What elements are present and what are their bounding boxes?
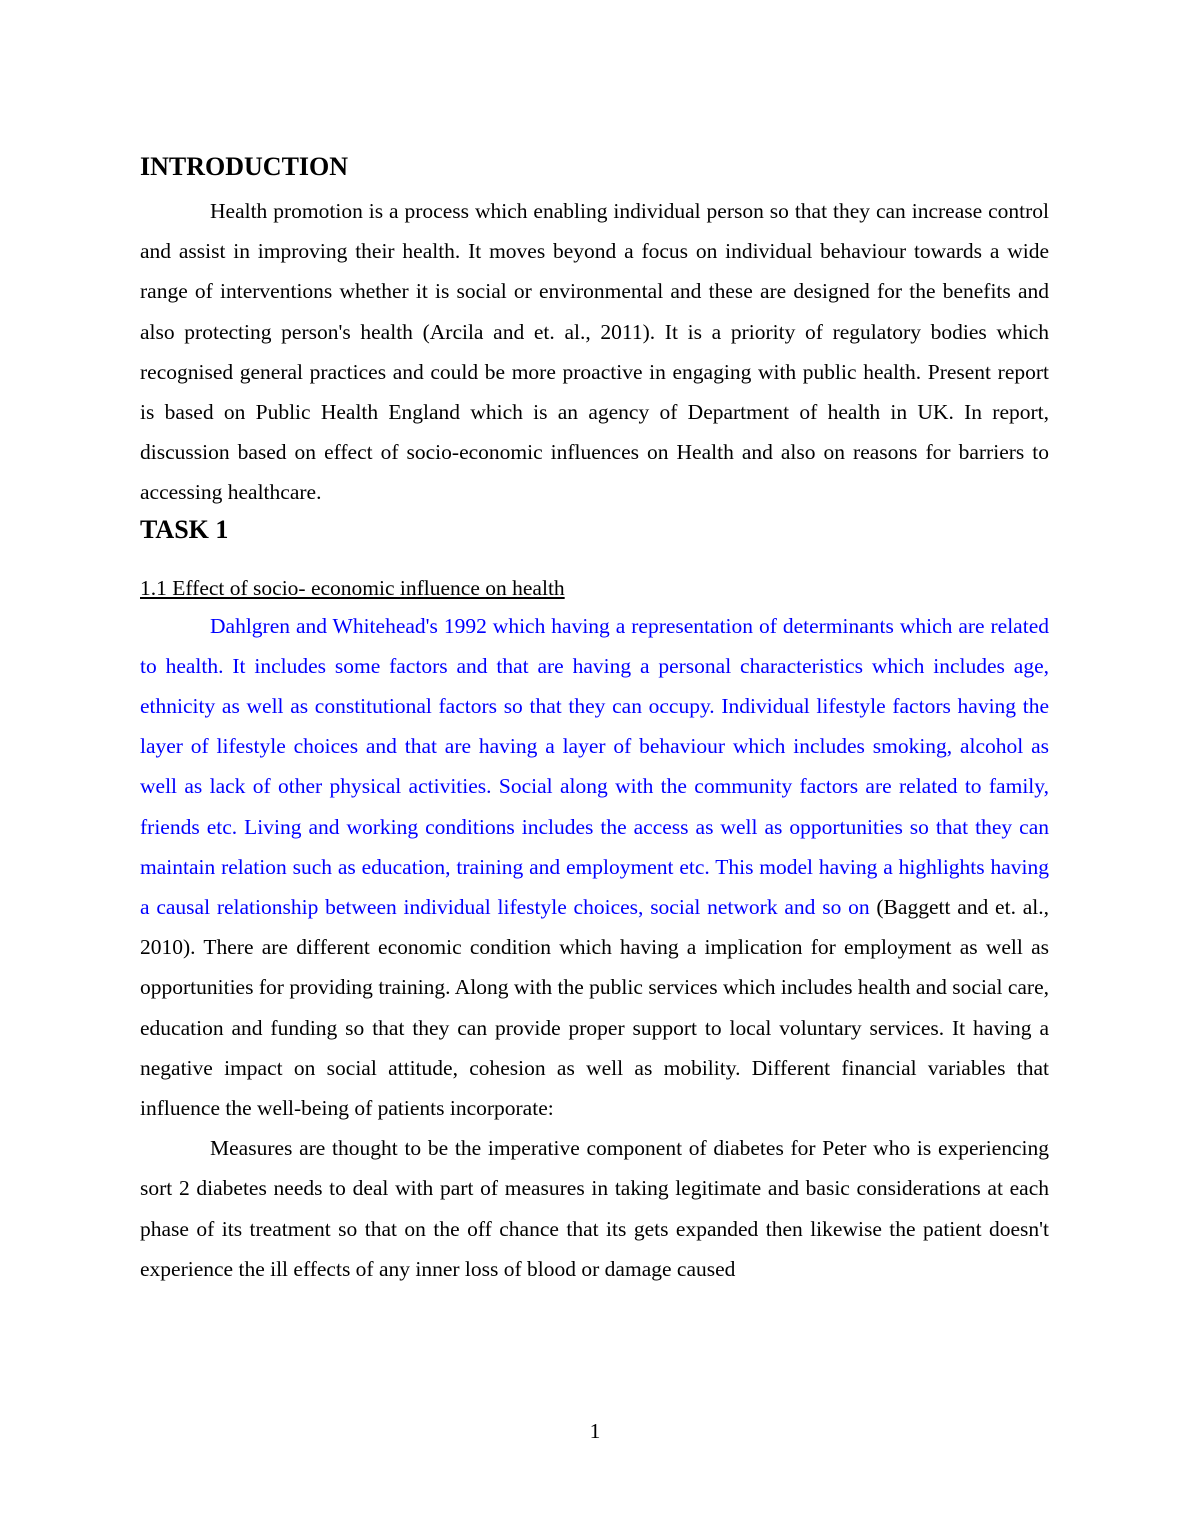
section-1-1-paragraph [140,606,1049,1129]
introduction-heading: INTRODUCTION [140,152,349,181]
section-1-1-heading: 1.1 Effect of socio- economic influence on health [140,575,565,600]
measures-paragraph: Measures are thought to be the imperative component of diabetes for Peter who is experiencing sort 2 diabetes needs to deal with part of measures in taking legitimate and basic considerations at each phase of its treatment so that on the off chance that its gets expanded then likewise the patient doesn't experience the ill effects of any inner loss of blood or damage caused [140,1136,1049,1281]
page-number: 1 [589,1419,601,1443]
page-content [140,150,1049,1289]
task-1-heading: TASK 1 [140,514,229,544]
introduction-paragraph: Health promotion is a process which enabling individual person so that they can increase control and assist in improving their health. It moves beyond a focus on individual behaviour towards a wide range of interventions whether it is social or environmental and these are designed for the benefits and also protecting person's health (Arcila and et. al., 2011). It is a priority of regulatory bodies which recognised general practices and could be more proactive in engaging with public health. Present report is based on Public Health England which is an agency of Department of health in UK. In report, discussion based on effect of socio-economic influences on Health and also on reasons for barriers to accessing healthcare. [140,199,1049,505]
paragraph-continuation: (Baggett and et. al., 2010). There are different economic condition which having a implication for employment as well as opportunities for providing training. Along with the public services which includes health and social care, education and funding so that they can provide proper support to local voluntary services. It having a negative impact on social attitude, cohesion as well as mobility. Different financial variables that influence the well-being of patients incorporate: [140,895,1049,1121]
highlighted-text: Dahlgren and Whitehead's 1992 which having a representation of determinants which are related to health. It includes some factors and that are having a personal characteristics which includes age, ethnicity as well as constitutional factors so that they can occupy. Individual lifestyle factors having the layer of lifestyle choices and that are having a layer of behaviour which includes smoking, alcohol as well as lack of other physical activities. Social along with the community factors are related to family, friends etc. Living and working conditions includes the access as well as opportunities so that they can maintain relation such as education, training and employment etc. This model having a highlights having a causal relationship between individual lifestyle choices, social network and so on [140,613,1049,920]
